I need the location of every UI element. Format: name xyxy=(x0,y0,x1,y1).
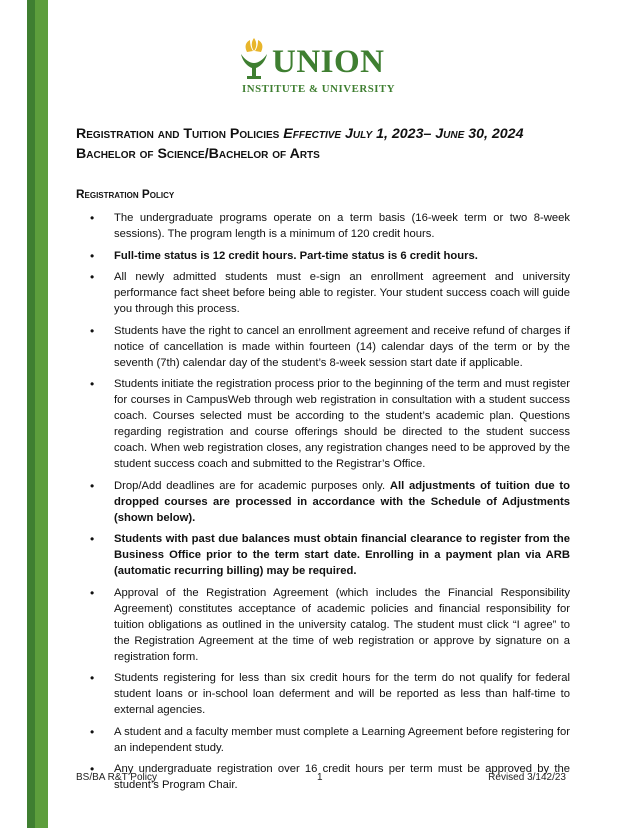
policy-bullet-item xyxy=(76,478,570,526)
side-stripe-dark xyxy=(27,0,35,828)
bullet-glyph: • xyxy=(90,671,95,685)
footer-revision: Revised 3/142/23 xyxy=(488,772,566,783)
document-body xyxy=(76,124,570,799)
side-stripe-light xyxy=(35,0,48,828)
policy-bullet-item xyxy=(76,210,570,242)
footer-document-name: BS/BA R&T Policy xyxy=(76,772,157,783)
bullet-text: Any undergraduate registration over 16 credit hours per term must be approved by the student’s Program Chair. xyxy=(114,763,570,791)
bullet-text: All newly admitted students must e-sign an enrollment agreement and university performance fact sheet before being able to register. Your student success coach will guide you through this process. xyxy=(114,271,570,315)
policy-bullet-item xyxy=(76,248,570,264)
bullet-glyph: • xyxy=(90,270,95,284)
policy-bullet-list xyxy=(76,210,570,793)
bullet-glyph: • xyxy=(90,323,95,338)
bullet-text: Drop/Add deadlines are for academic purposes only. xyxy=(114,479,390,492)
bullet-text-bold: Students with past due balances must obtain financial clearance to register from the Business Office prior to the term start date. Enrolling in a payment plan via ARB (automatic recurring billing) may be required. xyxy=(114,533,570,577)
section-heading: Registration Policy xyxy=(76,187,175,201)
document-title-line-1 xyxy=(76,124,570,144)
bullet-text: Students registering for less than six credit hours for the term do not qualify for federal student loans or in-school loan deferment and will be reported as less than half-time to external agencies. xyxy=(114,672,570,716)
policy-bullet-item xyxy=(76,585,570,665)
bullet-text: Approval of the Registration Agreement (which includes the Financial Responsibility Agreement) constitutes acceptance of academic policies and financial responsibility for tuition obligations as outlined in the university catalog. The student must click “I agree” to the Registration Agreement at the time of web registration or approve by signature on a registration form. xyxy=(114,586,570,663)
policy-bullet-item xyxy=(76,670,570,718)
bullet-text: The undergraduate programs operate on a term basis (16-week term or two 8-week sessions). The program length is a minimum of 120 credit hours. xyxy=(114,212,570,240)
logo-wordmark: UNION xyxy=(272,44,385,80)
bullet-text-bold: All adjustments of tuition due to dropped courses are processed in accordance with the Schedule of Adjustments (shown below). xyxy=(114,479,570,524)
bullet-glyph: • xyxy=(90,211,95,225)
policy-bullet-item xyxy=(76,376,570,472)
policy-bullet-item xyxy=(76,323,570,371)
tulip-logo-icon xyxy=(238,38,270,80)
bullet-glyph: • xyxy=(90,248,95,263)
title-main: Registration and Tuition Policies xyxy=(76,126,284,142)
footer-page-number: 1 xyxy=(317,772,323,783)
document-title-line-2: Bachelor of Science/Bachelor of Arts xyxy=(76,146,320,162)
bullet-glyph: • xyxy=(90,377,95,391)
logo-subline: INSTITUTE & UNIVERSITY xyxy=(242,83,396,95)
bullet-text: A student and a faculty member must complete a Learning Agreement before registering for an independent study. xyxy=(114,725,570,754)
title-effective-dates: Effective July 1, 2023– June 30, 2024 xyxy=(283,126,524,142)
university-logo xyxy=(236,34,406,98)
bullet-glyph: • xyxy=(90,478,95,493)
bullet-glyph: • xyxy=(90,762,95,776)
bullet-text: Students have the right to cancel an enrollment agreement and receive refund of charges if notice of cancellation is made within fourteen (14) calendar days of the term or by the seventh (7th) calendar day of the student’s 8-week session start date if applicable. xyxy=(114,324,570,369)
bullet-glyph: • xyxy=(90,585,95,600)
bullet-text: Students initiate the registration process prior to the beginning of the term and must register for courses in CampusWeb through web registration in consultation with a student success coach. Courses selected must be according to the student’s academic plan. Questions regarding registration and course offerings should be directed to the student success coach. When web registration closes, any registration changes need to be approved by the student success coach and submitted to the Registrar’s Office. xyxy=(114,378,570,470)
bullet-text-bold: Full-time status is 12 credit hours. Part-time status is 6 credit hours. xyxy=(114,249,478,262)
page-side-stripe xyxy=(27,0,48,828)
bullet-glyph: • xyxy=(90,532,95,546)
policy-bullet-item xyxy=(76,724,570,756)
policy-bullet-item xyxy=(76,531,570,579)
policy-bullet-item xyxy=(76,269,570,317)
bullet-glyph: • xyxy=(90,724,95,739)
